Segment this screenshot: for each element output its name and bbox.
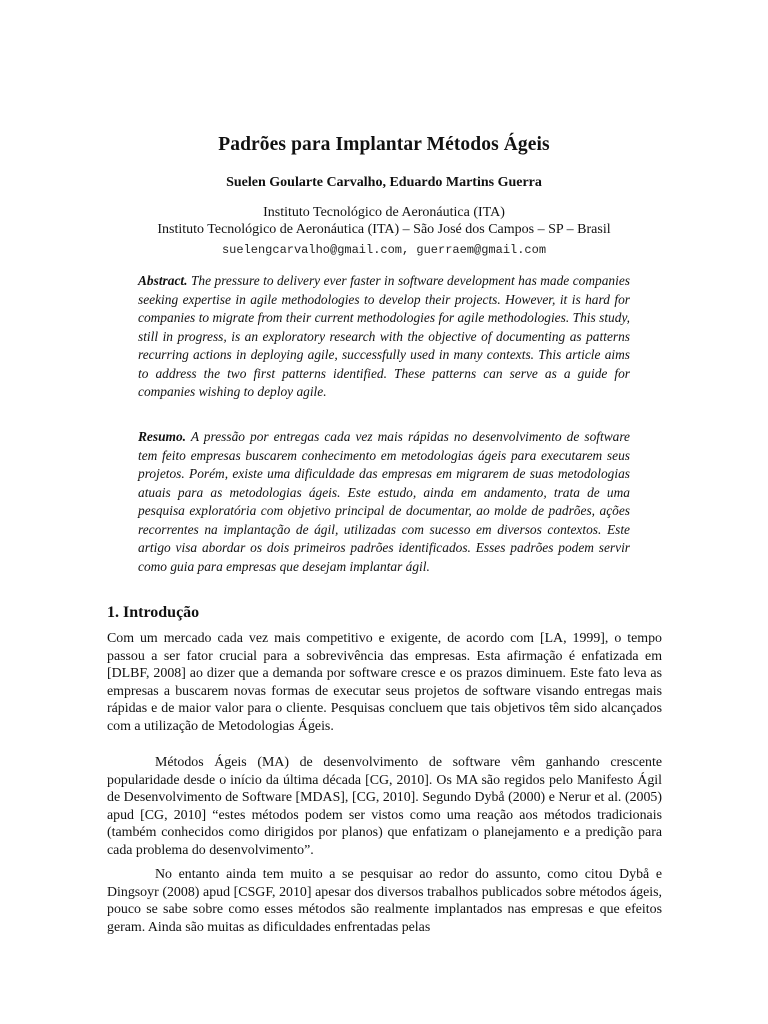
body-paragraph: Com um mercado cada vez mais competitivo e exigente, de acordo com [LA, 1999], o tempo passou a ser fator crucial para a sobrevivência das empresas. Esta afirmação é enfatizada em [DLBF, 2008] ao dizer que a demanda por software cresce e os prazos diminuem. Este fato leva as empresas a buscarem novas formas de executar seus projetos de software visando entregas mais rápidas e de maior valor para o cliente. Pesquisas concluem que tais objetivos têm sido alcançados com a utilização de Metodologias Ágeis. bbox=[107, 631, 662, 734]
abstract-label: Abstract. bbox=[138, 273, 188, 288]
paper-authors: Suelen Goularte Carvalho, Eduardo Martins Guerra bbox=[226, 175, 542, 190]
resumo-label: Resumo. bbox=[138, 429, 186, 444]
abstract-text: The pressure to delivery ever faster in software development has made companies seeking expertise in agile methodologies to develop their projects. However, it is hard for companies to migrate from their current methodologies for agile methodologies. This study, still in progress, is an exploratory research with the objective of documenting as patterns recurring actions in deploying agile, successfully used in many contexts. This article aims to address the two first patterns identified. These patterns can serve as a guide for companies wishing to deploy agile. bbox=[138, 273, 630, 399]
abstract-portuguese bbox=[138, 428, 630, 576]
body-paragraph: No entanto ainda tem muito a se pesquisar ao redor do assunto, como citou Dybå e Dingsoyr (2008) apud [CSGF, 2010] apesar dos diversos trabalhos publicados sobre métodos ágeis, pouco se sabe sobre como esses métodos são realmente implantados nas empresas e que efeitos geram. Ainda são muitas as dificuldades enfrentadas pelas bbox=[107, 867, 662, 935]
abstract-english bbox=[138, 272, 630, 402]
resumo-text: A pressão por entregas cada vez mais rápidas no desenvolvimento de software tem feito empresas buscarem conhecimento em metodologias ágeis para executarem seus projetos. Porém, existe uma dificuldade das empresas em migrarem de suas metodologias atuais para as metodologias ágeis. Este estudo, ainda em andamento, trata de uma pesquisa exploratória com objetivo principal de documentar, ao molde de padrões, ações recorrentes na implantação de ágil, utilizadas com sucesso em diversos contextos. Este artigo visa abordar os dois primeiros padrões identificados. Esses padrões podem servir como guia para empresas que desejam implantar ágil. bbox=[138, 429, 630, 574]
body-paragraph: Métodos Ágeis (MA) de desenvolvimento de software vêm ganhando crescente popularidade desde o início da última década [CG, 2010]. Os MA são regidos pelo Manifesto Ágil de Desenvolvimento de Software [MDAS], [CG, 2010]. Segundo Dybå (2000) e Nerur et al. (2005) apud [CG, 2010] “estes métodos podem ser vistos como uma reação aos métodos tradicionais (também conhecidos como dirigidos por planos) que enfatizam o planejamento e a predição para cada problema do desenvolvimento”. bbox=[107, 755, 662, 858]
author-emails: suelengcarvalho@gmail.com, guerraem@gmail.com bbox=[221, 243, 547, 257]
paper-title: Padrões para Implantar Métodos Ágeis bbox=[218, 134, 550, 155]
section-heading-introducao: 1. Introdução bbox=[107, 604, 200, 621]
affiliation-line-1: Instituto Tecnológico de Aeronáutica (ITA) bbox=[263, 205, 505, 220]
affiliation-line-2: Instituto Tecnológico de Aeronáutica (ITA) – São José dos Campos – SP – Brasil bbox=[157, 222, 611, 237]
